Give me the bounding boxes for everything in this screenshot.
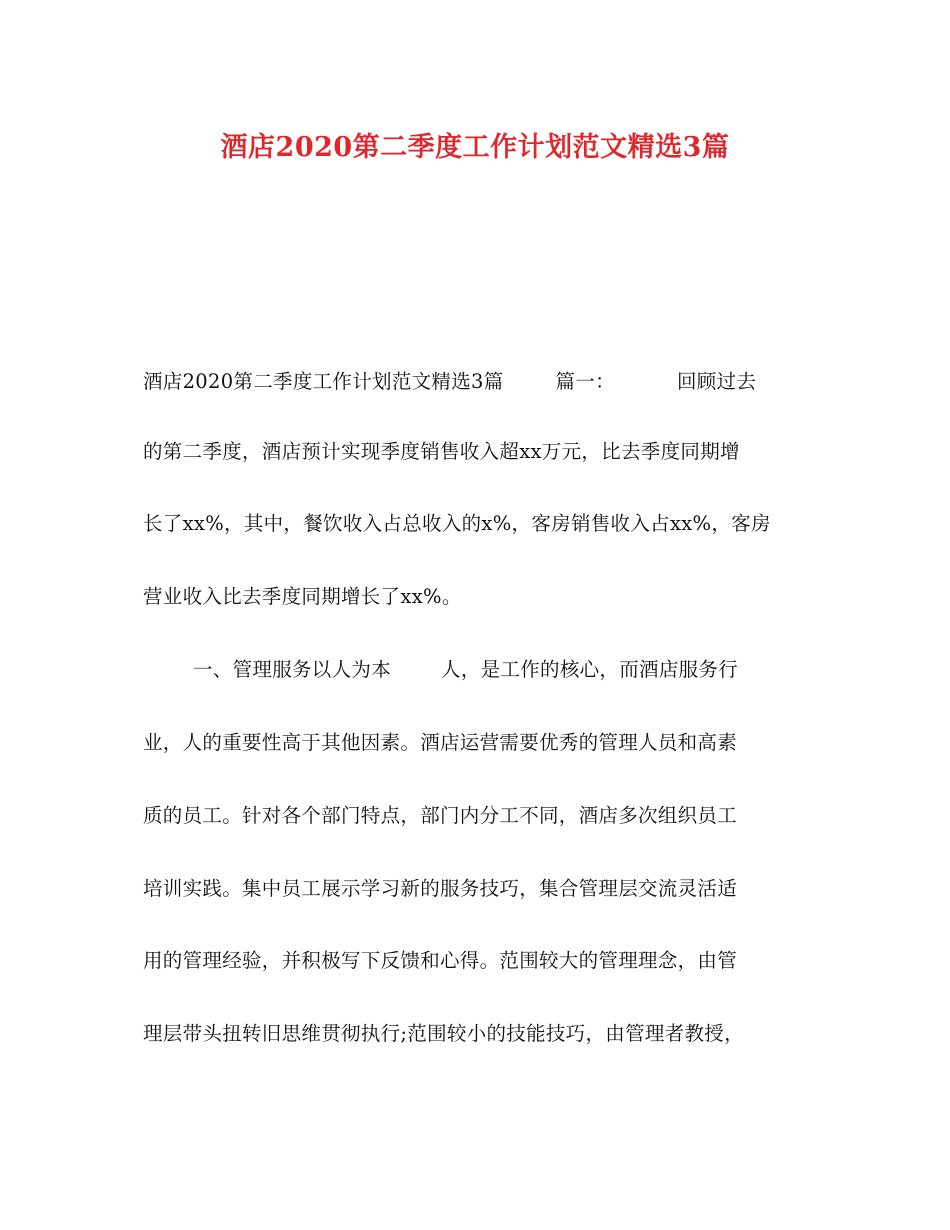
paragraph-line: 培训实践。集中员工展示学习新的服务技巧，集合管理层交流灵活适 bbox=[143, 877, 738, 900]
paragraph-line: 理层带头扭转旧思维贯彻执行;范围较小的技能技巧，由管理者教授， bbox=[143, 1022, 744, 1045]
section-heading: 一、管理服务以人为本 bbox=[193, 658, 392, 681]
paragraph-line: 的第二季度，酒店预计实现季度销售收入超xx万元，比去季度同期增 bbox=[143, 440, 740, 463]
document-title: 酒店2020第二季度工作计划范文精选3篇 bbox=[220, 132, 730, 163]
paragraph-line: 用的管理经验，并积极写下反馈和心得。范围较大的管理理念，由管 bbox=[143, 949, 738, 972]
paragraph-line: 业，人的重要性高于其他因素。酒店运营需要优秀的管理人员和高素 bbox=[143, 731, 738, 754]
paragraph-line bbox=[193, 655, 863, 685]
intro-heading-text: 酒店2020第二季度工作计划范文精选3篇 bbox=[143, 370, 504, 393]
paragraph-line: 营业收入比去季度同期增长了xx%。 bbox=[143, 585, 462, 608]
paragraph-text: 回顾过去 bbox=[676, 370, 757, 393]
paragraph-text: 人，是工作的核心，而酒店服务行 bbox=[441, 658, 739, 681]
paragraph-line: 长了xx%，其中，餐饮收入占总收入的x%，客房销售收入占xx%，客房 bbox=[143, 512, 771, 535]
section-label: 篇一： bbox=[555, 370, 615, 393]
paragraph-line bbox=[143, 367, 813, 397]
paragraph-line: 质的员工。针对各个部门特点，部门内分工不同，酒店多次组织员工 bbox=[143, 804, 738, 827]
